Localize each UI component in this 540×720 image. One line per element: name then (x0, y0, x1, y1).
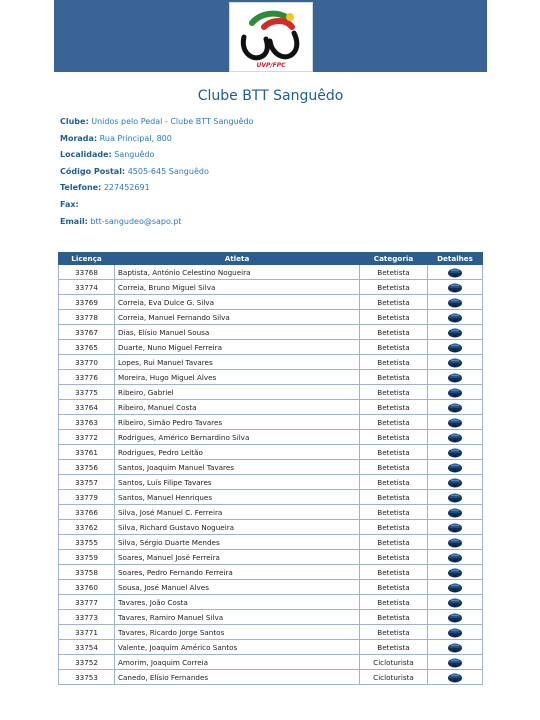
helmet-icon[interactable] (447, 551, 463, 563)
atleta-cell: Amorim, Joaquim Correia (115, 655, 360, 670)
categoria-cell: Betetista (360, 505, 428, 520)
atleta-cell: Tavares, Ricardo Jorge Santos (115, 625, 360, 640)
atleta-cell: Tavares, João Costa (115, 595, 360, 610)
table-header-row (59, 253, 483, 265)
info-label: Telefone: (60, 183, 102, 193)
details-cell (428, 595, 483, 610)
details-cell (428, 670, 483, 685)
categoria-cell: Betetista (360, 580, 428, 595)
table-row (59, 265, 483, 280)
info-label: Fax: (60, 199, 79, 209)
categoria-cell: Betetista (360, 400, 428, 415)
categoria-cell: Betetista (360, 445, 428, 460)
licenca-cell: 33773 (59, 610, 115, 625)
table-row (59, 535, 483, 550)
helmet-icon[interactable] (447, 536, 463, 548)
helmet-icon[interactable] (447, 266, 463, 278)
licenca-cell: 33775 (59, 385, 115, 400)
table-row (59, 385, 483, 400)
categoria-cell: Betetista (360, 550, 428, 565)
licenca-cell: 33757 (59, 475, 115, 490)
details-cell (428, 370, 483, 385)
atleta-cell: Tavares, Ramiro Manuel Silva (115, 610, 360, 625)
helmet-icon[interactable] (447, 296, 463, 308)
helmet-icon[interactable] (447, 341, 463, 353)
info-row-morada (60, 134, 480, 151)
page-title: Clube BTT Sanguêdo (197, 88, 344, 104)
info-label: Código Postal: (60, 166, 126, 176)
licenca-cell: 33758 (59, 565, 115, 580)
atleta-cell: Silva, Richard Gustavo Nogueira (115, 520, 360, 535)
table-row (59, 640, 483, 655)
categoria-cell: Betetista (360, 520, 428, 535)
table-row (59, 520, 483, 535)
info-row-email (60, 217, 480, 234)
details-cell (428, 655, 483, 670)
categoria-cell: Betetista (360, 325, 428, 340)
atleta-cell: Ribeiro, Gabriel (115, 385, 360, 400)
helmet-icon[interactable] (447, 566, 463, 578)
categoria-cell: Betetista (360, 385, 428, 400)
helmet-icon[interactable] (447, 431, 463, 443)
categoria-cell: Betetista (360, 430, 428, 445)
table-row (59, 295, 483, 310)
licenca-cell: 33766 (59, 505, 115, 520)
logo-caption: UVP/FPC (256, 62, 286, 69)
table-row (59, 460, 483, 475)
column-header-atleta: Atleta (115, 253, 360, 265)
uvp-fpc-logo (229, 2, 313, 72)
helmet-icon[interactable] (447, 656, 463, 668)
helmet-icon[interactable] (447, 596, 463, 608)
table-row (59, 670, 483, 685)
licenca-cell: 33753 (59, 670, 115, 685)
details-cell (428, 625, 483, 640)
details-cell (428, 490, 483, 505)
licenca-cell: 33755 (59, 535, 115, 550)
details-cell (428, 265, 483, 280)
categoria-cell: Betetista (360, 310, 428, 325)
licenca-cell: 33761 (59, 445, 115, 460)
helmet-icon[interactable] (447, 476, 463, 488)
details-cell (428, 565, 483, 580)
column-header-detalhes: Detalhes (428, 253, 483, 265)
categoria-cell: Betetista (360, 295, 428, 310)
info-row-telefone (60, 183, 480, 200)
details-cell (428, 385, 483, 400)
atleta-cell: Soares, Manuel José Ferreira (115, 550, 360, 565)
helmet-icon[interactable] (447, 611, 463, 623)
helmet-icon[interactable] (447, 326, 463, 338)
licenca-cell: 33752 (59, 655, 115, 670)
info-value: 4505-645 Sanguêdo (127, 166, 209, 176)
helmet-icon[interactable] (447, 371, 463, 383)
atleta-cell: Rodrigues, Pedro Leitão (115, 445, 360, 460)
licenca-cell: 33760 (59, 580, 115, 595)
categoria-cell: Betetista (360, 610, 428, 625)
info-row-fax (60, 200, 480, 217)
info-value: Sanguêdo (114, 150, 155, 160)
table-row (59, 430, 483, 445)
licenca-cell: 33774 (59, 280, 115, 295)
categoria-cell: Betetista (360, 460, 428, 475)
atleta-cell: Correia, Bruno Miguel Silva (115, 280, 360, 295)
licenca-cell: 33765 (59, 340, 115, 355)
details-cell (428, 340, 483, 355)
details-cell (428, 355, 483, 370)
details-cell (428, 505, 483, 520)
table-row (59, 655, 483, 670)
athletes-table (58, 252, 483, 685)
info-label: Localidade: (60, 150, 112, 160)
table-row (59, 580, 483, 595)
atleta-cell: Duarte, Nuno Miguel Ferreira (115, 340, 360, 355)
info-label: Morada: (60, 133, 98, 143)
table-row (59, 340, 483, 355)
atleta-cell: Dias, Elísio Manuel Sousa (115, 325, 360, 340)
helmet-icon[interactable] (447, 386, 463, 398)
details-cell (428, 550, 483, 565)
details-cell (428, 610, 483, 625)
table-row (59, 505, 483, 520)
details-cell (428, 475, 483, 490)
atleta-cell: Silva, José Manuel C. Ferreira (115, 505, 360, 520)
categoria-cell: Betetista (360, 280, 428, 295)
info-label: Clube: (60, 117, 89, 126)
helmet-icon[interactable] (447, 401, 463, 413)
licenca-cell: 33768 (59, 265, 115, 280)
categoria-cell: Betetista (360, 565, 428, 580)
atleta-cell: Ribeiro, Simão Pedro Tavares (115, 415, 360, 430)
table-row (59, 475, 483, 490)
atleta-cell: Correia, Eva Dulce G. Silva (115, 295, 360, 310)
helmet-icon[interactable] (447, 311, 463, 323)
info-row-codigo-postal (60, 167, 480, 184)
helmet-icon[interactable] (447, 491, 463, 503)
info-row-clube (60, 117, 480, 134)
helmet-icon[interactable] (447, 461, 463, 473)
licenca-cell: 33764 (59, 400, 115, 415)
categoria-cell: Cicloturista (360, 655, 428, 670)
categoria-cell: Betetista (360, 370, 428, 385)
atleta-cell: Rodrigues, Américo Bernardino Silva (115, 430, 360, 445)
details-cell (428, 445, 483, 460)
details-cell (428, 415, 483, 430)
details-cell (428, 535, 483, 550)
table-row (59, 310, 483, 325)
table-row (59, 565, 483, 580)
helmet-icon[interactable] (447, 641, 463, 653)
details-cell (428, 460, 483, 475)
helmet-icon[interactable] (447, 446, 463, 458)
atleta-cell: Baptista, António Celestino Nogueira (115, 265, 360, 280)
table-row (59, 595, 483, 610)
atleta-cell: Ribeiro, Manuel Costa (115, 400, 360, 415)
table-row (59, 325, 483, 340)
details-cell (428, 310, 483, 325)
details-cell (428, 295, 483, 310)
club-info (60, 117, 480, 233)
categoria-cell: Cicloturista (360, 670, 428, 685)
details-cell (428, 325, 483, 340)
details-cell (428, 430, 483, 445)
licenca-cell: 33763 (59, 415, 115, 430)
licenca-cell: 33771 (59, 625, 115, 640)
categoria-cell: Betetista (360, 535, 428, 550)
atleta-cell: Silva, Sérgio Duarte Mendes (115, 535, 360, 550)
table-body (59, 265, 483, 685)
categoria-cell: Betetista (360, 340, 428, 355)
info-value: Unidos pelo Pedal - Clube BTT Sanguêdo (91, 117, 254, 126)
helmet-icon[interactable] (447, 521, 463, 533)
licenca-cell: 33776 (59, 370, 115, 385)
details-cell (428, 640, 483, 655)
info-row-localidade (60, 150, 480, 167)
helmet-icon[interactable] (447, 626, 463, 638)
licenca-cell: 33754 (59, 640, 115, 655)
table-row (59, 550, 483, 565)
helmet-icon[interactable] (447, 671, 463, 683)
licenca-cell: 33778 (59, 310, 115, 325)
table-row (59, 445, 483, 460)
table-row (59, 610, 483, 625)
licenca-cell: 33762 (59, 520, 115, 535)
helmet-icon[interactable] (447, 416, 463, 428)
atleta-cell: Santos, Luís Filipe Tavares (115, 475, 360, 490)
table-row (59, 400, 483, 415)
categoria-cell: Betetista (360, 265, 428, 280)
categoria-cell: Betetista (360, 475, 428, 490)
atleta-cell: Soares, Pedro Fernando Ferreira (115, 565, 360, 580)
categoria-cell: Betetista (360, 415, 428, 430)
details-cell (428, 520, 483, 535)
licenca-cell: 33756 (59, 460, 115, 475)
email-link[interactable]: btt-sangudeo@sapo.pt (90, 216, 182, 226)
info-label: Email: (60, 216, 88, 226)
licenca-cell: 33772 (59, 430, 115, 445)
table-row (59, 370, 483, 385)
helmet-icon[interactable] (447, 506, 463, 518)
atleta-cell: Lopes, Rui Manuel Tavares (115, 355, 360, 370)
details-cell (428, 400, 483, 415)
details-cell (428, 280, 483, 295)
table-row (59, 415, 483, 430)
helmet-icon[interactable] (447, 281, 463, 293)
table-row (59, 490, 483, 505)
table-row (59, 280, 483, 295)
licenca-cell: 33779 (59, 490, 115, 505)
licenca-cell: 33767 (59, 325, 115, 340)
info-value: Rua Principal, 800 (99, 133, 172, 143)
categoria-cell: Betetista (360, 625, 428, 640)
atleta-cell: Sousa, José Manuel Alves (115, 580, 360, 595)
table-row (59, 355, 483, 370)
helmet-icon[interactable] (447, 581, 463, 593)
column-header-categoria: Categoria (360, 253, 428, 265)
atleta-cell: Correia, Manuel Fernando Silva (115, 310, 360, 325)
details-cell (428, 580, 483, 595)
cyclist-logo-icon (230, 3, 312, 71)
atleta-cell: Santos, Manuel Henriques (115, 490, 360, 505)
atleta-cell: Valente, Joaquim Américo Santos (115, 640, 360, 655)
licenca-cell: 33770 (59, 355, 115, 370)
categoria-cell: Betetista (360, 640, 428, 655)
atleta-cell: Santos, Joaquim Manuel Tavares (115, 460, 360, 475)
atleta-cell: Moreira, Hugo Miguel Alves (115, 370, 360, 385)
licenca-cell: 33769 (59, 295, 115, 310)
table-row (59, 625, 483, 640)
categoria-cell: Betetista (360, 595, 428, 610)
categoria-cell: Betetista (360, 355, 428, 370)
helmet-icon[interactable] (447, 356, 463, 368)
licenca-cell: 33759 (59, 550, 115, 565)
atleta-cell: Canedo, Elísio Fernandes (115, 670, 360, 685)
column-header-licenca: Licença (59, 253, 115, 265)
categoria-cell: Betetista (360, 490, 428, 505)
licenca-cell: 33777 (59, 595, 115, 610)
info-value: 227452691 (103, 183, 150, 193)
